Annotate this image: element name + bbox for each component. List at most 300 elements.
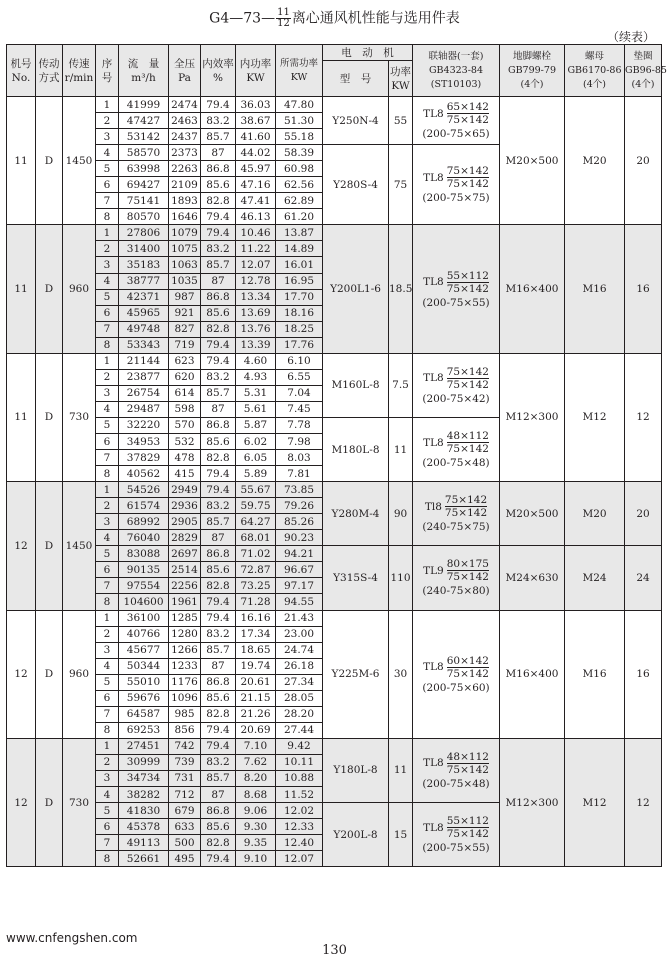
- cell-efficiency: 79.4: [201, 337, 236, 353]
- cell-pressure: 921: [169, 305, 201, 321]
- cell-efficiency: 86.8: [201, 674, 236, 690]
- cell-flow: 38777: [119, 273, 169, 289]
- cell-internal-power: 13.76: [236, 321, 276, 337]
- cell-seq: 4: [96, 787, 119, 803]
- header-speed: 传速 r/min: [63, 45, 96, 97]
- motor-model: Y315S-4: [323, 546, 389, 610]
- cell-pressure: 2109: [169, 177, 201, 193]
- cell-internal-power: 9.35: [236, 835, 276, 851]
- coupling-denominator: 75×142: [446, 667, 489, 680]
- coupling-denominator: 75×142: [446, 443, 489, 456]
- coupling-numerator: 60×142: [446, 654, 489, 667]
- coupling-spec: [413, 738, 500, 802]
- cell-seq: 3: [96, 642, 119, 658]
- cell-flow: 55010: [119, 674, 169, 690]
- cell-flow: 21144: [119, 353, 169, 369]
- cell-efficiency: 83.2: [201, 241, 236, 257]
- header-motor-model: 型 号: [323, 61, 389, 97]
- coupling-spec: [413, 353, 500, 417]
- cell-flow: 45677: [119, 642, 169, 658]
- table-row: [7, 738, 662, 754]
- cell-efficiency: 85.6: [201, 433, 236, 449]
- cell-internal-power: 5.61: [236, 401, 276, 417]
- coupling-numerator: 80×175: [446, 558, 489, 571]
- cell-internal-power: 9.06: [236, 803, 276, 819]
- cell-seq: 3: [96, 770, 119, 786]
- cell-pressure: 856: [169, 722, 201, 738]
- cell-seq: 5: [96, 674, 119, 690]
- coupling-fraction: [447, 101, 489, 126]
- cell-pressure: 1079: [169, 225, 201, 241]
- motor-power: 15: [389, 803, 413, 867]
- cell-required-power: 6.55: [276, 369, 323, 385]
- coupling-denominator: 75×142: [446, 378, 489, 391]
- cell-efficiency: 83.2: [201, 113, 236, 129]
- cell-required-power: 94.21: [276, 546, 323, 562]
- cell-efficiency: 82.8: [201, 835, 236, 851]
- cell-internal-power: 13.69: [236, 305, 276, 321]
- cell-required-power: 8.03: [276, 450, 323, 466]
- cell-required-power: 62.56: [276, 177, 323, 193]
- coupling-fraction: [445, 494, 487, 519]
- cell-efficiency: 87: [201, 145, 236, 161]
- coupling-code: (200-75×48): [422, 457, 490, 470]
- cell-internal-power: 9.10: [236, 851, 276, 867]
- cell-efficiency: 85.6: [201, 177, 236, 193]
- cell-efficiency: 85.6: [201, 305, 236, 321]
- cell-efficiency: 82.8: [201, 321, 236, 337]
- cell-pressure: 2463: [169, 113, 201, 129]
- cell-efficiency: 86.8: [201, 803, 236, 819]
- motor-model: Y200L1-6: [323, 225, 389, 353]
- cell-pressure: 742: [169, 738, 201, 754]
- title-fraction-num: 11: [277, 7, 290, 18]
- cell-flow: 27806: [119, 225, 169, 241]
- header-motor-power: 功率 KW: [389, 61, 413, 97]
- cell-pressure: 620: [169, 369, 201, 385]
- cell-efficiency: 82.8: [201, 578, 236, 594]
- cell-flow: 23877: [119, 369, 169, 385]
- motor-model: Y180L-8: [323, 738, 389, 802]
- coupling-spec: [413, 225, 500, 353]
- cell-seq: 2: [96, 498, 119, 514]
- cell-required-power: 73.85: [276, 482, 323, 498]
- cell-pressure: 2949: [169, 482, 201, 498]
- group-speed: 1450: [63, 482, 96, 610]
- cell-pressure: 1646: [169, 209, 201, 225]
- cell-efficiency: 79.4: [201, 610, 236, 626]
- cell-internal-power: 59.75: [236, 498, 276, 514]
- motor-power: 7.5: [389, 353, 413, 417]
- coupling-fraction: [447, 165, 489, 190]
- cell-flow: 36100: [119, 610, 169, 626]
- cell-internal-power: 44.02: [236, 145, 276, 161]
- cell-pressure: 2437: [169, 129, 201, 145]
- cell-seq: 2: [96, 113, 119, 129]
- cell-efficiency: 85.7: [201, 770, 236, 786]
- cell-flow: 83088: [119, 546, 169, 562]
- cell-efficiency: 85.7: [201, 257, 236, 273]
- cell-seq: 7: [96, 835, 119, 851]
- nut: M12: [565, 738, 625, 866]
- cell-internal-power: 20.69: [236, 722, 276, 738]
- cell-flow: 42371: [119, 289, 169, 305]
- cell-flow: 61574: [119, 498, 169, 514]
- cell-required-power: 60.98: [276, 161, 323, 177]
- cell-required-power: 16.01: [276, 257, 323, 273]
- cell-flow: 76040: [119, 530, 169, 546]
- cell-flow: 53343: [119, 337, 169, 353]
- coupling-denominator: 75×142: [446, 282, 489, 295]
- cell-seq: 1: [96, 97, 119, 113]
- cell-required-power: 16.95: [276, 273, 323, 289]
- coupling-spec: [413, 610, 500, 738]
- cell-seq: 4: [96, 658, 119, 674]
- cell-required-power: 51.30: [276, 113, 323, 129]
- cell-pressure: 987: [169, 289, 201, 305]
- cell-required-power: 9.42: [276, 738, 323, 754]
- cell-efficiency: 85.6: [201, 690, 236, 706]
- coupling-numerator: 75×142: [446, 165, 489, 178]
- cell-efficiency: 85.6: [201, 819, 236, 835]
- cell-pressure: 1266: [169, 642, 201, 658]
- cell-internal-power: 45.97: [236, 161, 276, 177]
- cell-required-power: 13.87: [276, 225, 323, 241]
- performance-table: [6, 44, 667, 867]
- cell-internal-power: 7.62: [236, 754, 276, 770]
- coupling-type: TL9: [423, 564, 444, 577]
- coupling-type: TL8: [423, 821, 444, 834]
- cell-flow: 63998: [119, 161, 169, 177]
- cell-required-power: 17.70: [276, 289, 323, 305]
- nut: M16: [565, 610, 625, 738]
- coupling-type: TL8: [423, 171, 444, 184]
- title-suffix: 离心通风机性能与选用件表: [291, 10, 460, 27]
- cell-seq: 8: [96, 851, 119, 867]
- washer: 16: [625, 225, 662, 353]
- cell-seq: 7: [96, 450, 119, 466]
- group-speed: 960: [63, 610, 96, 738]
- cell-pressure: 2263: [169, 161, 201, 177]
- cell-efficiency: 79.4: [201, 482, 236, 498]
- cell-internal-power: 18.65: [236, 642, 276, 658]
- group-no: 12: [7, 738, 36, 866]
- cell-seq: 6: [96, 433, 119, 449]
- table-row: [7, 482, 662, 498]
- cell-pressure: 495: [169, 851, 201, 867]
- cell-flow: 41999: [119, 97, 169, 113]
- cell-required-power: 97.17: [276, 578, 323, 594]
- cell-internal-power: 7.10: [236, 738, 276, 754]
- anchor-bolt: M12×300: [500, 353, 565, 481]
- cell-required-power: 58.39: [276, 145, 323, 161]
- coupling-spec: [413, 546, 500, 610]
- cell-required-power: 90.23: [276, 530, 323, 546]
- coupling-spec: [413, 482, 500, 546]
- cell-flow: 29487: [119, 401, 169, 417]
- cell-pressure: 623: [169, 353, 201, 369]
- cell-seq: 7: [96, 706, 119, 722]
- cell-seq: 6: [96, 690, 119, 706]
- cell-internal-power: 6.05: [236, 450, 276, 466]
- cell-required-power: 10.88: [276, 770, 323, 786]
- coupling-denominator: 75×142: [446, 828, 489, 841]
- header-pressure: 全压 Pa: [169, 45, 201, 97]
- cell-required-power: 12.40: [276, 835, 323, 851]
- cell-flow: 58570: [119, 145, 169, 161]
- cell-seq: 3: [96, 385, 119, 401]
- cell-efficiency: 83.2: [201, 754, 236, 770]
- coupling-fraction: [447, 558, 489, 583]
- anchor-bolt: M20×500: [500, 97, 565, 225]
- cell-required-power: 26.18: [276, 658, 323, 674]
- washer: 20: [625, 482, 662, 546]
- coupling-numerator: 65×142: [446, 101, 489, 114]
- cell-pressure: 2474: [169, 97, 201, 113]
- cell-internal-power: 46.13: [236, 209, 276, 225]
- nut: M20: [565, 97, 625, 225]
- washer: 20: [625, 97, 662, 225]
- coupling-denominator: 75×142: [446, 114, 489, 127]
- cell-flow: 30999: [119, 754, 169, 770]
- cell-efficiency: 86.8: [201, 161, 236, 177]
- cell-efficiency: 79.4: [201, 97, 236, 113]
- cell-seq: 1: [96, 610, 119, 626]
- cell-seq: 5: [96, 417, 119, 433]
- cell-pressure: 2936: [169, 498, 201, 514]
- motor-model: M160L-8: [323, 353, 389, 417]
- washer: 24: [625, 546, 662, 610]
- cell-seq: 1: [96, 225, 119, 241]
- cell-required-power: 7.81: [276, 466, 323, 482]
- cell-flow: 26754: [119, 385, 169, 401]
- cell-flow: 53142: [119, 129, 169, 145]
- cell-internal-power: 16.16: [236, 610, 276, 626]
- cell-flow: 69253: [119, 722, 169, 738]
- table-row: [7, 353, 662, 369]
- table-row: [7, 610, 662, 626]
- cell-seq: 3: [96, 257, 119, 273]
- cell-internal-power: 8.68: [236, 787, 276, 803]
- cell-efficiency: 87: [201, 530, 236, 546]
- cell-seq: 4: [96, 273, 119, 289]
- cell-flow: 50344: [119, 658, 169, 674]
- cell-pressure: 1176: [169, 674, 201, 690]
- cell-required-power: 6.10: [276, 353, 323, 369]
- cell-internal-power: 73.25: [236, 578, 276, 594]
- group-drive: D: [36, 353, 63, 481]
- motor-power: 18.5: [389, 225, 413, 353]
- nut: M12: [565, 353, 625, 481]
- cell-flow: 49748: [119, 321, 169, 337]
- cell-pressure: 739: [169, 754, 201, 770]
- cell-required-power: 61.20: [276, 209, 323, 225]
- cell-seq: 7: [96, 578, 119, 594]
- anchor-bolt: M16×400: [500, 225, 565, 353]
- motor-power: 11: [389, 738, 413, 802]
- washer: 12: [625, 738, 662, 866]
- header-anchor-bolt: 地脚螺栓 GB799-79 (4个): [500, 45, 565, 97]
- motor-power: 90: [389, 482, 413, 546]
- anchor-bolt: M12×300: [500, 738, 565, 866]
- cell-required-power: 79.26: [276, 498, 323, 514]
- cell-efficiency: 79.4: [201, 209, 236, 225]
- coupling-numerator: 55×112: [446, 815, 489, 828]
- page-number: 130: [322, 943, 347, 958]
- cell-pressure: 614: [169, 385, 201, 401]
- cell-efficiency: 87: [201, 787, 236, 803]
- cell-required-power: 47.80: [276, 97, 323, 113]
- coupling-denominator: 75×142: [446, 763, 489, 776]
- cell-internal-power: 12.78: [236, 273, 276, 289]
- cell-pressure: 827: [169, 321, 201, 337]
- cell-internal-power: 64.27: [236, 514, 276, 530]
- motor-power: 30: [389, 610, 413, 738]
- cell-seq: 6: [96, 819, 119, 835]
- cell-flow: 40766: [119, 626, 169, 642]
- cell-seq: 1: [96, 353, 119, 369]
- cell-pressure: 2697: [169, 546, 201, 562]
- anchor-bolt: M16×400: [500, 610, 565, 738]
- cell-required-power: 12.07: [276, 851, 323, 867]
- coupling-numerator: 48×112: [446, 750, 489, 763]
- cell-flow: 75141: [119, 193, 169, 209]
- cell-seq: 6: [96, 305, 119, 321]
- cell-efficiency: 87: [201, 658, 236, 674]
- cell-flow: 45965: [119, 305, 169, 321]
- cell-efficiency: 82.8: [201, 706, 236, 722]
- cell-efficiency: 86.8: [201, 417, 236, 433]
- coupling-code: (200-75×65): [422, 128, 490, 141]
- cell-seq: 4: [96, 401, 119, 417]
- cell-internal-power: 5.31: [236, 385, 276, 401]
- cell-required-power: 94.55: [276, 594, 323, 610]
- cell-flow: 80570: [119, 209, 169, 225]
- cell-required-power: 7.45: [276, 401, 323, 417]
- cell-efficiency: 85.6: [201, 562, 236, 578]
- table-body: [7, 97, 662, 867]
- cell-required-power: 27.34: [276, 674, 323, 690]
- header-required-power: 所需功率 KW: [276, 45, 323, 97]
- cell-required-power: 28.05: [276, 690, 323, 706]
- page-title: [0, 8, 669, 29]
- coupling-code: (200-75×55): [422, 842, 490, 855]
- cell-efficiency: 85.7: [201, 385, 236, 401]
- coupling-type: TL8: [423, 276, 444, 289]
- continued-label: （续表）: [606, 30, 655, 44]
- cell-seq: 7: [96, 321, 119, 337]
- cell-internal-power: 19.74: [236, 658, 276, 674]
- header-coupling: 联轴器(一套) GB4323-84 (ST10103): [413, 45, 500, 97]
- cell-efficiency: 83.2: [201, 369, 236, 385]
- cell-internal-power: 5.87: [236, 417, 276, 433]
- footer-url: www.cnfengshen.com: [6, 931, 138, 945]
- cell-internal-power: 47.41: [236, 193, 276, 209]
- cell-required-power: 55.18: [276, 129, 323, 145]
- cell-internal-power: 71.28: [236, 594, 276, 610]
- coupling-fraction: [447, 270, 489, 295]
- cell-flow: 34734: [119, 770, 169, 786]
- cell-efficiency: 86.8: [201, 546, 236, 562]
- cell-flow: 68992: [119, 514, 169, 530]
- cell-pressure: 985: [169, 706, 201, 722]
- cell-seq: 4: [96, 145, 119, 161]
- cell-pressure: 1233: [169, 658, 201, 674]
- table-row: [7, 97, 662, 113]
- coupling-denominator: 75×142: [446, 571, 489, 584]
- cell-required-power: 7.04: [276, 385, 323, 401]
- cell-seq: 2: [96, 754, 119, 770]
- cell-flow: 38282: [119, 787, 169, 803]
- cell-internal-power: 71.02: [236, 546, 276, 562]
- header-internal-power: 内功率 KW: [236, 45, 276, 97]
- cell-internal-power: 6.02: [236, 433, 276, 449]
- cell-pressure: 598: [169, 401, 201, 417]
- group-no: 11: [7, 353, 36, 481]
- cell-efficiency: 79.4: [201, 722, 236, 738]
- group-speed: 730: [63, 738, 96, 866]
- group-speed: 960: [63, 225, 96, 353]
- cell-efficiency: 82.8: [201, 450, 236, 466]
- cell-required-power: 7.78: [276, 417, 323, 433]
- cell-required-power: 96.67: [276, 562, 323, 578]
- header-motor: 电 动 机: [323, 45, 413, 61]
- cell-seq: 1: [96, 482, 119, 498]
- group-no: 11: [7, 225, 36, 353]
- coupling-fraction: [447, 366, 489, 391]
- cell-seq: 5: [96, 803, 119, 819]
- motor-model: M180L-8: [323, 417, 389, 481]
- cell-flow: 31400: [119, 241, 169, 257]
- cell-efficiency: 79.4: [201, 225, 236, 241]
- cell-internal-power: 72.87: [236, 562, 276, 578]
- table-row: [7, 225, 662, 241]
- title-prefix: G4—73—: [209, 10, 276, 27]
- group-no: 12: [7, 610, 36, 738]
- cell-flow: 41830: [119, 803, 169, 819]
- cell-required-power: 10.11: [276, 754, 323, 770]
- motor-model: Y250N-4: [323, 97, 389, 145]
- motor-model: Y200L-8: [323, 803, 389, 867]
- cell-internal-power: 41.60: [236, 129, 276, 145]
- motor-power: 75: [389, 145, 413, 225]
- group-no: 12: [7, 482, 36, 610]
- cell-efficiency: 79.4: [201, 851, 236, 867]
- cell-internal-power: 4.60: [236, 353, 276, 369]
- title-fraction: [276, 8, 291, 29]
- header-efficiency: 内效率 %: [201, 45, 236, 97]
- cell-required-power: 23.00: [276, 626, 323, 642]
- cell-internal-power: 55.67: [236, 482, 276, 498]
- coupling-numerator: 75×142: [444, 494, 488, 507]
- cell-internal-power: 38.67: [236, 113, 276, 129]
- nut: M24: [565, 546, 625, 610]
- motor-power: 110: [389, 546, 413, 610]
- coupling-fraction: [447, 815, 489, 840]
- cell-seq: 5: [96, 289, 119, 305]
- cell-internal-power: 36.03: [236, 97, 276, 113]
- cell-efficiency: 79.4: [201, 738, 236, 754]
- cell-flow: 35183: [119, 257, 169, 273]
- cell-pressure: 731: [169, 770, 201, 786]
- cell-internal-power: 9.30: [236, 819, 276, 835]
- cell-efficiency: 85.7: [201, 642, 236, 658]
- motor-power: 11: [389, 417, 413, 481]
- header-model-no: 机号 No.: [7, 45, 36, 97]
- cell-flow: 40562: [119, 466, 169, 482]
- cell-seq: 1: [96, 738, 119, 754]
- cell-internal-power: 4.93: [236, 369, 276, 385]
